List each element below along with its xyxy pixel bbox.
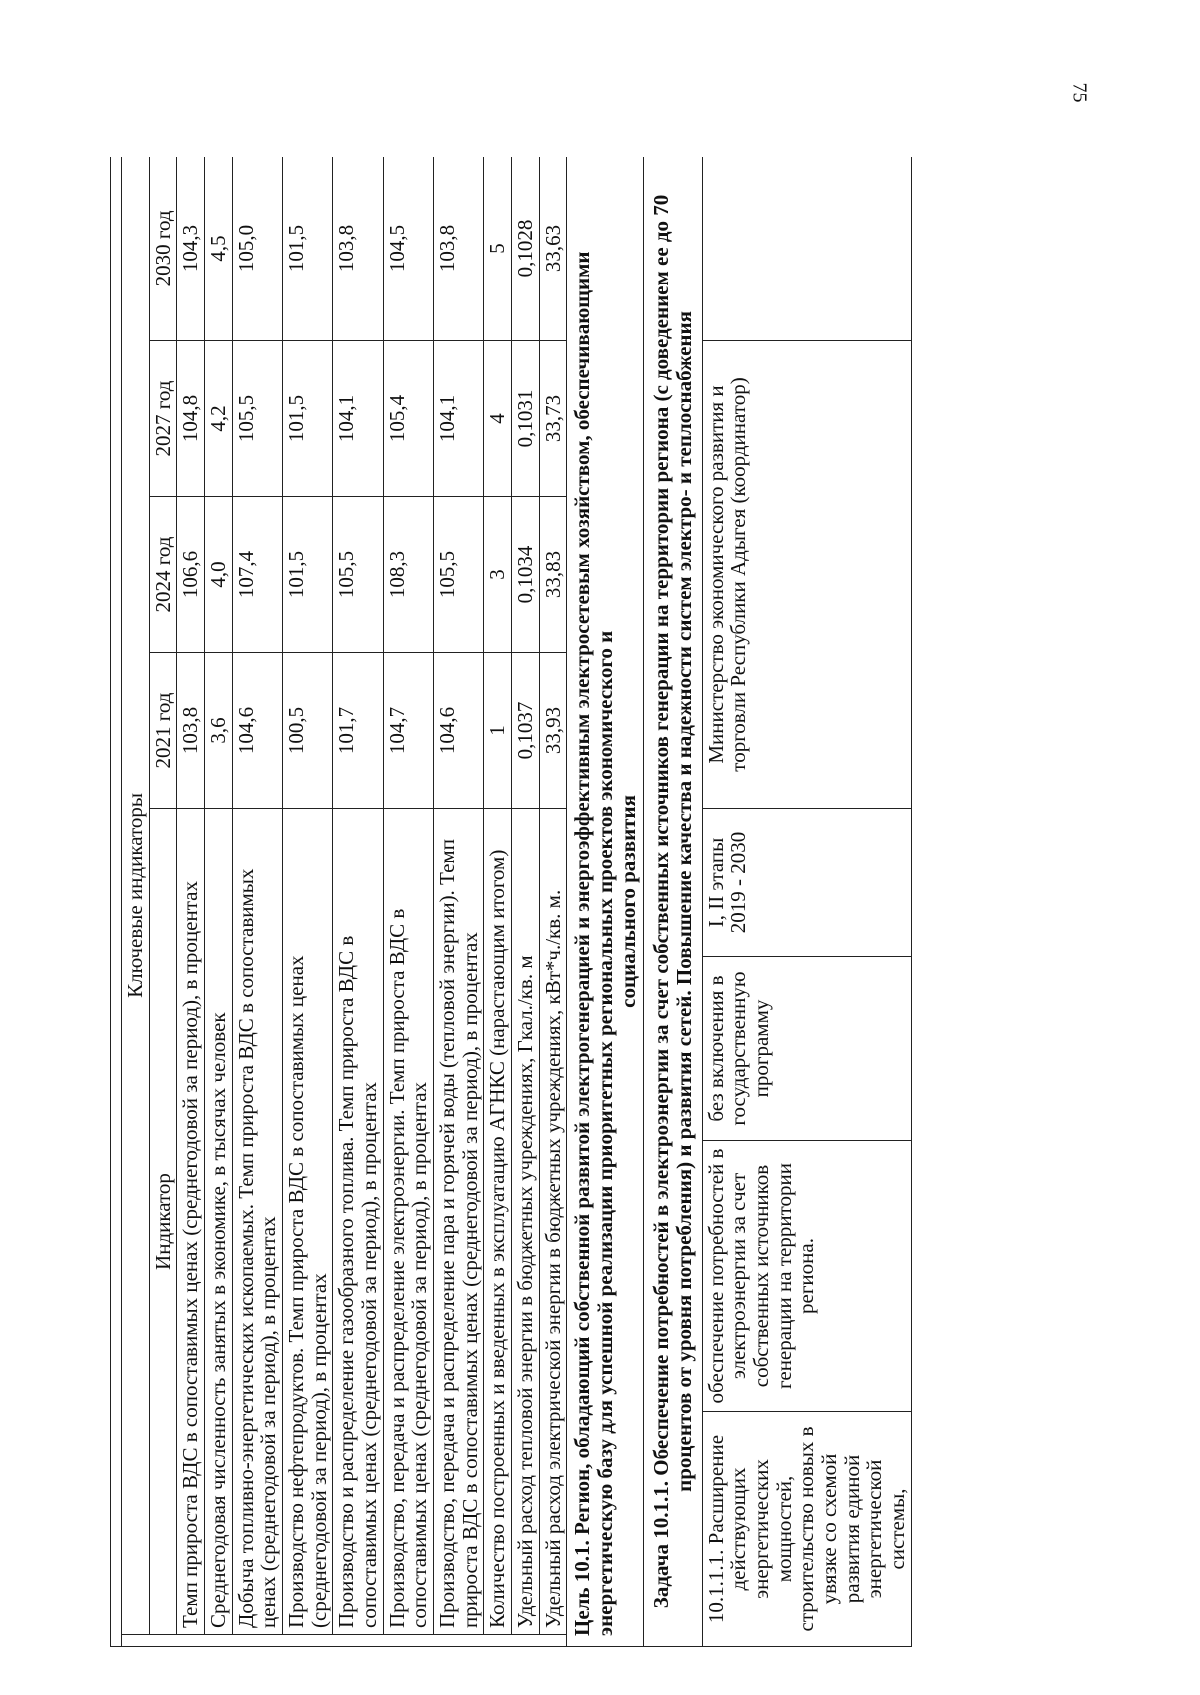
rotated-page-frame bbox=[110, 157, 1140, 1647]
measure-stages-line: I, II этапы bbox=[703, 837, 728, 928]
page-number bbox=[1064, 72, 1094, 112]
value-cell: 0,1031 bbox=[512, 341, 540, 497]
value-cell: 3 bbox=[484, 497, 512, 653]
value-cell: 103,8 bbox=[177, 653, 205, 809]
indicator-name: Удельный расход электрической энергии в бюджетных учреждениях, кВт*ч./кв. м. bbox=[539, 809, 567, 1635]
table-row bbox=[539, 157, 567, 1647]
value-cell: 4,5 bbox=[205, 157, 233, 341]
value-cell: 103,8 bbox=[434, 157, 484, 341]
value-cell: 33,83 bbox=[539, 497, 567, 653]
measure-row bbox=[702, 157, 911, 1647]
measure-name: 10.1.1.1. Расширение действующих энергетических мощностей, строительство новых в увязке со схемой развития единой энергетической системы, bbox=[702, 1412, 911, 1647]
indicator-name: Удельный расход тепловой энергии в бюджетных учреждениях, Гкал./кв. м bbox=[512, 809, 540, 1635]
left-margin-column bbox=[122, 1635, 567, 1647]
value-cell: 104,6 bbox=[434, 653, 484, 809]
value-cell: 101,5 bbox=[283, 497, 333, 653]
value-cell: 3,6 bbox=[205, 653, 233, 809]
value-cell: 105,5 bbox=[333, 497, 383, 653]
measure-stages bbox=[702, 809, 911, 957]
value-cell: 105,5 bbox=[434, 497, 484, 653]
value-cell: 104,3 bbox=[177, 157, 205, 341]
table-stripe-row bbox=[111, 157, 122, 1647]
table-row bbox=[283, 157, 333, 1647]
value-cell: 104,7 bbox=[383, 653, 433, 809]
value-cell: 5 bbox=[484, 157, 512, 341]
table-row bbox=[232, 157, 282, 1647]
measure-extra-cell bbox=[702, 157, 911, 341]
indicator-name: Производство, передача и распределение пара и горячей воды (тепловой энергии). Темп прироста ВДС в сопоставимых ценах (среднегодовой за период), в процентах bbox=[434, 809, 484, 1635]
year-header: 2021 год bbox=[149, 653, 177, 809]
value-cell: 0,1034 bbox=[512, 497, 540, 653]
value-cell: 33,63 bbox=[539, 157, 567, 341]
value-cell: 105,4 bbox=[383, 341, 433, 497]
value-cell: 4,0 bbox=[205, 497, 233, 653]
table-row bbox=[205, 157, 233, 1647]
value-cell: 104,6 bbox=[232, 653, 282, 809]
indicator-name: Производство, передача и распределение электроэнергии. Темп прироста ВДС в сопоставимых ценах (среднегодовой за период), в процентах bbox=[383, 809, 433, 1635]
table-header-row bbox=[149, 157, 177, 1647]
value-cell: 104,1 bbox=[434, 341, 484, 497]
indicator-name: Количество построенных и введенных в эксплуатацию АГНКС (нарастающим итогом) bbox=[484, 809, 512, 1635]
goal-text-tail: социального развития bbox=[615, 795, 640, 1008]
value-cell: 1 bbox=[484, 653, 512, 809]
value-cell: 100,5 bbox=[283, 653, 333, 809]
table-row bbox=[333, 157, 383, 1647]
goal-cell bbox=[567, 157, 644, 1647]
value-cell: 103,8 bbox=[333, 157, 383, 341]
table-title: Ключевые индикаторы bbox=[122, 157, 150, 1635]
table-row bbox=[177, 157, 205, 1647]
year-header: 2027 год bbox=[149, 341, 177, 497]
value-cell: 0,1037 bbox=[512, 653, 540, 809]
key-indicators-table bbox=[110, 157, 912, 1647]
table-row bbox=[434, 157, 484, 1647]
value-cell: 101,7 bbox=[333, 653, 383, 809]
value-cell: 105,0 bbox=[232, 157, 282, 341]
value-cell: 4 bbox=[484, 341, 512, 497]
table-row bbox=[383, 157, 433, 1647]
indicator-name: Среднегодовая численность занятых в экономике, в тысячах человек bbox=[205, 809, 233, 1635]
key-indicators-table-container bbox=[110, 157, 1140, 1647]
year-header: 2024 год bbox=[149, 497, 177, 653]
indicator-name: Темп прироста ВДС в сопоставимых ценах (среднегодовой за период), в процентах bbox=[177, 809, 205, 1635]
value-cell: 104,8 bbox=[177, 341, 205, 497]
value-cell: 0,1028 bbox=[512, 157, 540, 341]
value-cell: 104,5 bbox=[383, 157, 433, 341]
indicator-header: Индикатор bbox=[149, 809, 177, 1635]
measure-executor: Министерство экономического развития и торговли Республики Адыгея (координатор) bbox=[702, 341, 911, 809]
header-stripe bbox=[111, 157, 122, 1647]
value-cell: 106,6 bbox=[177, 497, 205, 653]
year-header: 2030 год bbox=[149, 157, 177, 341]
goal-text: Цель 10.1. Регион, обладающий собственной развитой электрогенерацией и энергоэффективным электросетевым хозяйством, обеспечивающими энергетическую базу для успешной реализации приоритетных региональных проектов экономического и bbox=[570, 251, 618, 1636]
table-title-row bbox=[122, 157, 150, 1647]
measure-result: обеспечение потребностей в электроэнергии за счет собственных источников генерации на территории региона. bbox=[702, 1141, 911, 1412]
value-cell: 33,73 bbox=[539, 341, 567, 497]
value-cell: 101,5 bbox=[283, 341, 333, 497]
task-cell: Задача 10.1.1. Обеспечение потребностей в электроэнергии за счет собственных источников генерации на территории региона (с доведением ее до 70 процентов от уровня потребления) и развития сетей. Повышение качества и надежности систем электро- и теплоснабжения bbox=[644, 157, 702, 1647]
goal-row bbox=[567, 157, 644, 1647]
value-cell: 33,93 bbox=[539, 653, 567, 809]
measure-funding: без включения в государственную программу bbox=[702, 957, 911, 1141]
task-row bbox=[644, 157, 702, 1647]
indicator-name: Производство и распределение газообразного топлива. Темп прироста ВДС в сопоставимых ценах (среднегодовой за период), в процентах bbox=[333, 809, 383, 1635]
measure-stages-years: 2019 - 2030 bbox=[726, 831, 751, 934]
page-number-text: 75 bbox=[1068, 82, 1091, 102]
value-cell: 105,5 bbox=[232, 341, 282, 497]
value-cell: 4,2 bbox=[205, 341, 233, 497]
value-cell: 108,3 bbox=[383, 497, 433, 653]
value-cell: 101,5 bbox=[283, 157, 333, 341]
value-cell: 104,1 bbox=[333, 341, 383, 497]
table-row bbox=[484, 157, 512, 1647]
value-cell: 107,4 bbox=[232, 497, 282, 653]
indicator-name: Добыча топливно-энергетических ископаемых. Темп прироста ВДС в сопоставимых ценах (среднегодовой за период), в процентах bbox=[232, 809, 282, 1635]
table-row bbox=[512, 157, 540, 1647]
indicator-name: Производство нефтепродуктов. Темп прироста ВДС в сопоставимых ценах (среднегодовой за период), в процентах bbox=[283, 809, 333, 1635]
